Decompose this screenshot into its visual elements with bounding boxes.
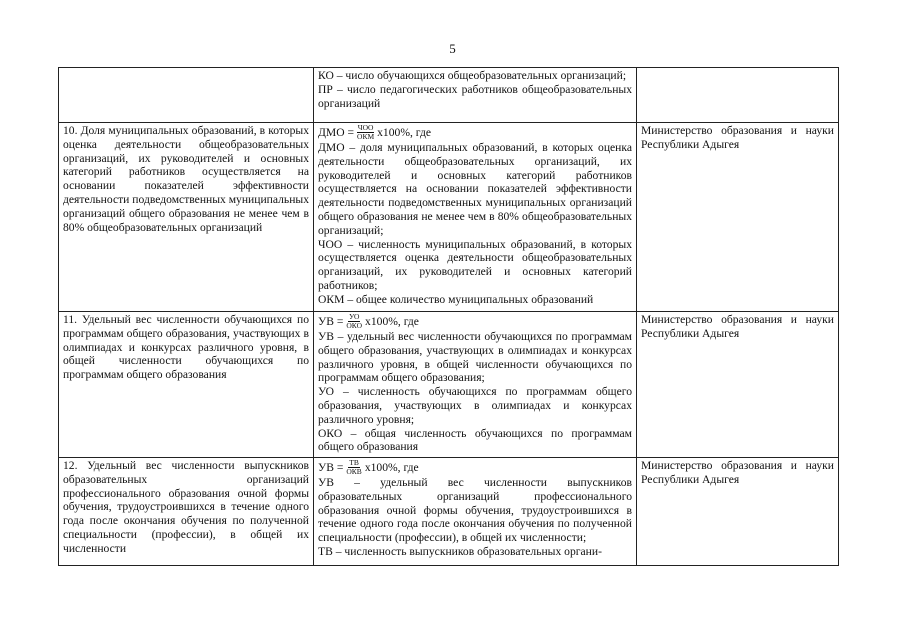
formula xyxy=(318,124,632,141)
formula-denominator: ОКО xyxy=(346,321,363,330)
definition-text: ДМО – доля муниципальных образований, в которых оценка деятельности общеобразовательных организаций, их руководителей и основных категорий работников осуществляется на основании показателей эффективности деятельности подведомственных муниципальных организаций общего образования не менее чем в 80% общеобразовательных организаций; xyxy=(318,141,632,237)
formula xyxy=(318,459,632,476)
definition-text: ТВ – численность выпускников образовательных органи- xyxy=(318,544,602,558)
definition-text: КО – число обучающихся общеобразовательных организаций; xyxy=(318,69,627,82)
definition-text: УО – численность обучающихся по программам общего образования, участвующих в олимпиадах и конкурсах различного уровня; xyxy=(318,385,632,426)
responsible-cell xyxy=(637,312,839,458)
formula-numerator: ТВ xyxy=(349,458,359,467)
formula-suffix: x100%, где xyxy=(377,125,431,139)
indicator-cell xyxy=(59,312,314,458)
indicator-text: 12. Удельный вес численности выпускников образовательных организаций профессионального образования очной формы обучения, трудоустроившихся в течение одного года после окончания обучения по полученной специальности (профессии), в общей их численности xyxy=(63,459,309,555)
responsible-cell xyxy=(637,123,839,312)
definition-text: ПР – число педагогических работников общеобразовательных организаций xyxy=(318,82,632,110)
formula-fraction xyxy=(356,124,375,141)
formula-fraction xyxy=(345,313,363,330)
method-cell xyxy=(314,458,637,566)
table-row-continuation xyxy=(59,68,839,123)
indicator-cell xyxy=(59,458,314,566)
formula-fraction xyxy=(345,459,362,476)
definition-text: УВ – удельный вес численности обучающихся по программам общего образования, участвующих в олимпиадах и конкурсах различного уровня, в общей численности обучающихся по программам общего образования; xyxy=(318,330,632,385)
responsible-cell xyxy=(637,68,839,123)
definition-text: ОКО – общая численность обучающихся по программам общего образования xyxy=(318,426,632,454)
responsible-text: Министерство образования и науки Республики Адыгея xyxy=(641,459,834,486)
formula-denominator: ОКМ xyxy=(357,132,375,141)
method-cell xyxy=(314,123,637,312)
formula-suffix: x100%, где xyxy=(365,314,419,328)
indicator-text: 11. Удельный вес численности обучающихся по программам общего образования, участвующих в олимпиадах и конкурсах различного уровня, в общей численности обучающихся по программам общего образования xyxy=(63,313,309,382)
formula-lhs: УВ = xyxy=(318,460,344,474)
method-cell xyxy=(314,312,637,458)
indicator-text: 10. Доля муниципальных образований, в которых оценка деятельности общеобразовательных организаций, их руководителей и основных категорий работников осуществляется на основании показателей эффективности деятельности подведомственных муниципальных организаций общего образования не менее чем в 80% общеобразовательных организаций xyxy=(63,124,309,234)
formula-lhs: ДМО = xyxy=(318,125,355,139)
table-row-indicator-11 xyxy=(59,312,839,458)
definition-text: УВ – удельный вес численности выпускников образовательных организаций профессионального образования очной формы обучения, трудоустроившихся в течение одного года после окончания обучения по полученной специальности (профессии), в общей их численности; xyxy=(318,476,632,545)
definition-text: ОКМ – общее количество муниципальных образований xyxy=(318,292,594,306)
formula-suffix: x100%, где xyxy=(364,460,419,474)
formula-lhs: УВ = xyxy=(318,314,344,328)
formula-numerator: УО xyxy=(349,312,360,321)
table-row-indicator-10 xyxy=(59,123,839,312)
formula-numerator: ЧОО xyxy=(357,123,374,132)
method-cell xyxy=(314,68,637,123)
indicators-table xyxy=(58,67,839,566)
table-row-indicator-12 xyxy=(59,458,839,566)
indicator-cell xyxy=(59,123,314,312)
definition-text: ЧОО – численность муниципальных образований, в которых осуществляется оценка деятельности общеобразовательных организаций, их руководителей и основных категорий работников; xyxy=(318,237,632,292)
formula-denominator: ОКВ xyxy=(346,467,362,476)
responsible-text: Министерство образования и науки Республики Адыгея xyxy=(641,313,834,340)
responsible-text: Министерство образования и науки Республики Адыгея xyxy=(641,124,834,151)
indicator-cell xyxy=(59,68,314,123)
page-number: 5 xyxy=(449,41,456,56)
formula xyxy=(318,313,632,330)
responsible-cell xyxy=(637,458,839,566)
